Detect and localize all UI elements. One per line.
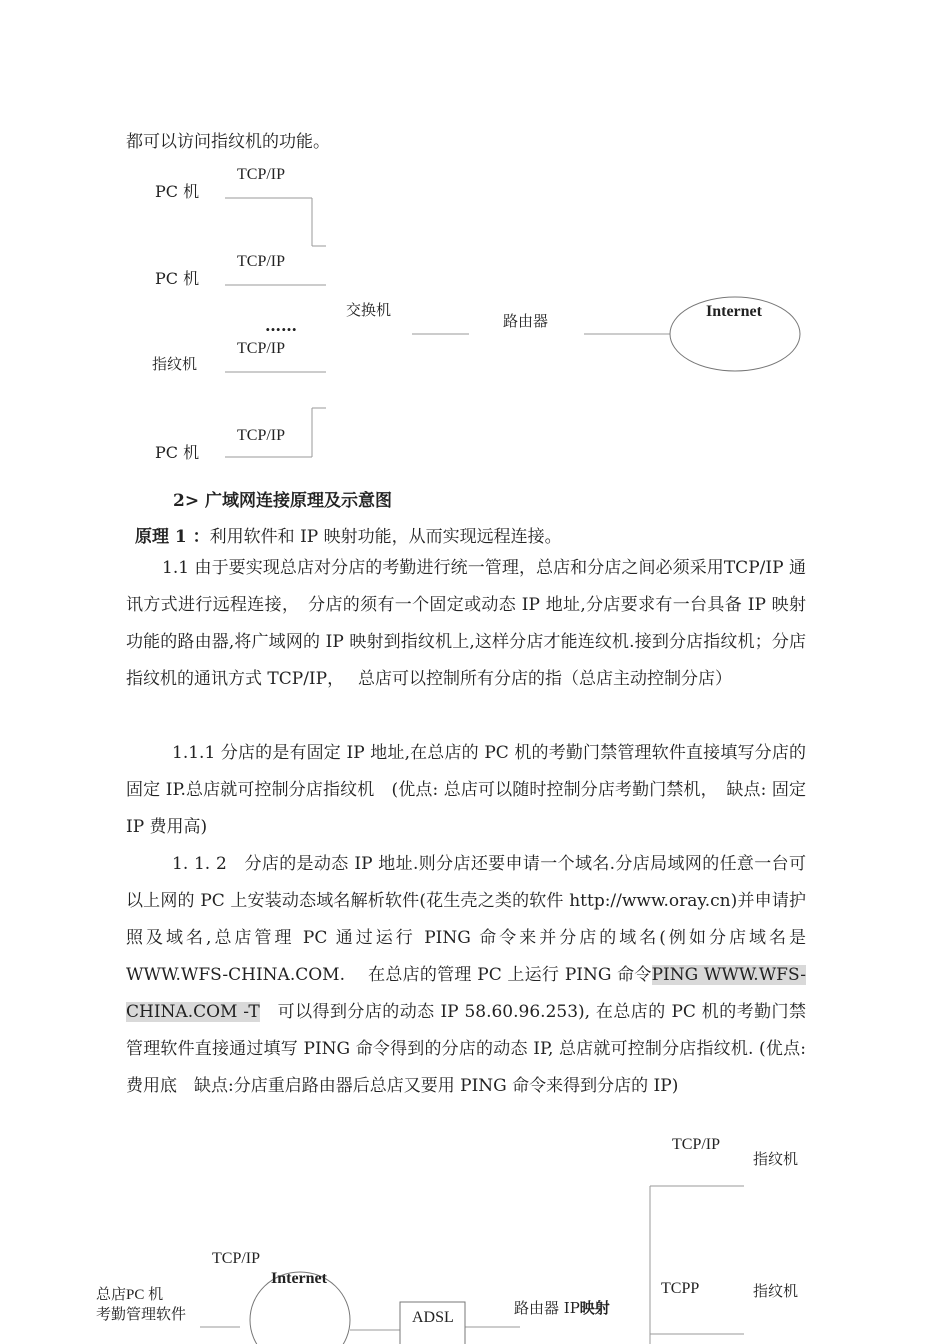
router-ip-text: 路由器 IP — [514, 1299, 580, 1317]
hq-software-label: 考勤管理软件 — [96, 1305, 187, 1323]
internet-label: Internet — [706, 303, 762, 320]
principle-label: 原理 1 ： — [135, 527, 210, 547]
tcpp-label: TCPP — [661, 1280, 700, 1297]
router-label: 路由器 — [503, 312, 549, 330]
paragraph-1-1: 1.1 由于要实现总店对分店的考勤进行统一管理，总店和分店之间必须采用TCP/IP 通讯方式进行远程连接， 分店的须有一个固定或动态 IP 地址,分店要求有一台具备 IP 映射功能的路由器,将广域网的 IP 映射到指纹机上,这样分店才能连纹机.接到分店指纹机；分店指纹机的通讯方式 TCP/IP， 总店可以控制所有分店的指（总店主动控制分店） — [126, 558, 806, 689]
tcp-label: TCP/IP — [672, 1136, 721, 1153]
paragraph-1-1-2-text: 1. 1. 2 分店的是动态 IP 地址.则分店还要申请一个域名.分店局域网的任意一台可以上网的 PC 上安装动态域名解析软件(花生壳之类的软件 http://www.oray.cn)并申请护照及域名,总店管理 PC 通过运行 PING 命令来并分店的域名(例如分店域名是 WWW.WFS-CHINA.COM. 在总店的管理 PC 上运行 PING 命令 — [126, 854, 806, 985]
pc-label: PC 机 — [155, 269, 200, 288]
fingerprint-label: 指纹机 — [152, 355, 198, 373]
fingerprint-label: 指纹机 — [753, 1150, 799, 1168]
tcp-label: TCP/IP — [237, 253, 286, 270]
ellipsis: …… — [265, 316, 297, 335]
tcp-label: TCP/IP — [237, 340, 286, 357]
switch-label: 交换机 — [346, 301, 392, 319]
paragraph-1-1-2-rest: 可以得到分店的动态 IP 58.60.96.253), 在总店的 PC 机的考勤门禁管理软件直接通过填写 PING 命令得到的分店的动态 IP, 总店就可控制分店指纹机. (优点: 费用底 缺点:分店重启路由器后总店又要用 PING 命令来得到分店的 IP) — [126, 1002, 806, 1096]
tcp-label: TCP/IP — [212, 1250, 261, 1267]
tcp-label: TCP/IP — [237, 427, 286, 444]
mapping-text: 映射 — [579, 1299, 610, 1317]
router-ip-label — [514, 1297, 610, 1318]
intro-line: 都可以访问指纹机的功能。 — [126, 132, 330, 152]
hq-pc-label: 总店PC 机 — [96, 1287, 164, 1303]
pc-label: PC 机 — [155, 443, 200, 462]
principle-text: 利用软件和 IP 映射功能，从而实现远程连接。 — [209, 527, 562, 547]
fingerprint-label: 指纹机 — [753, 1282, 799, 1300]
ping-command: PING WWW.WFS-CHINA.COM -T — [126, 965, 806, 1022]
paragraph-1-1-1: 1.1.1 分店的是有固定 IP 地址,在总店的 PC 机的考勤门禁管理软件直接填写分店的固定 IP.总店就可控制分店指纹机 (优点: 总店可以随时控制分店考勤门禁机， 缺点: 固定 IP 费用高) — [126, 743, 806, 837]
section-heading: 2> 广域网连接原理及示意图 — [173, 491, 392, 511]
pc-label: PC 机 — [155, 182, 200, 201]
internet-label: Internet — [271, 1270, 327, 1287]
tcp-label: TCP/IP — [237, 166, 286, 183]
adsl-label: ADSL — [412, 1309, 454, 1326]
